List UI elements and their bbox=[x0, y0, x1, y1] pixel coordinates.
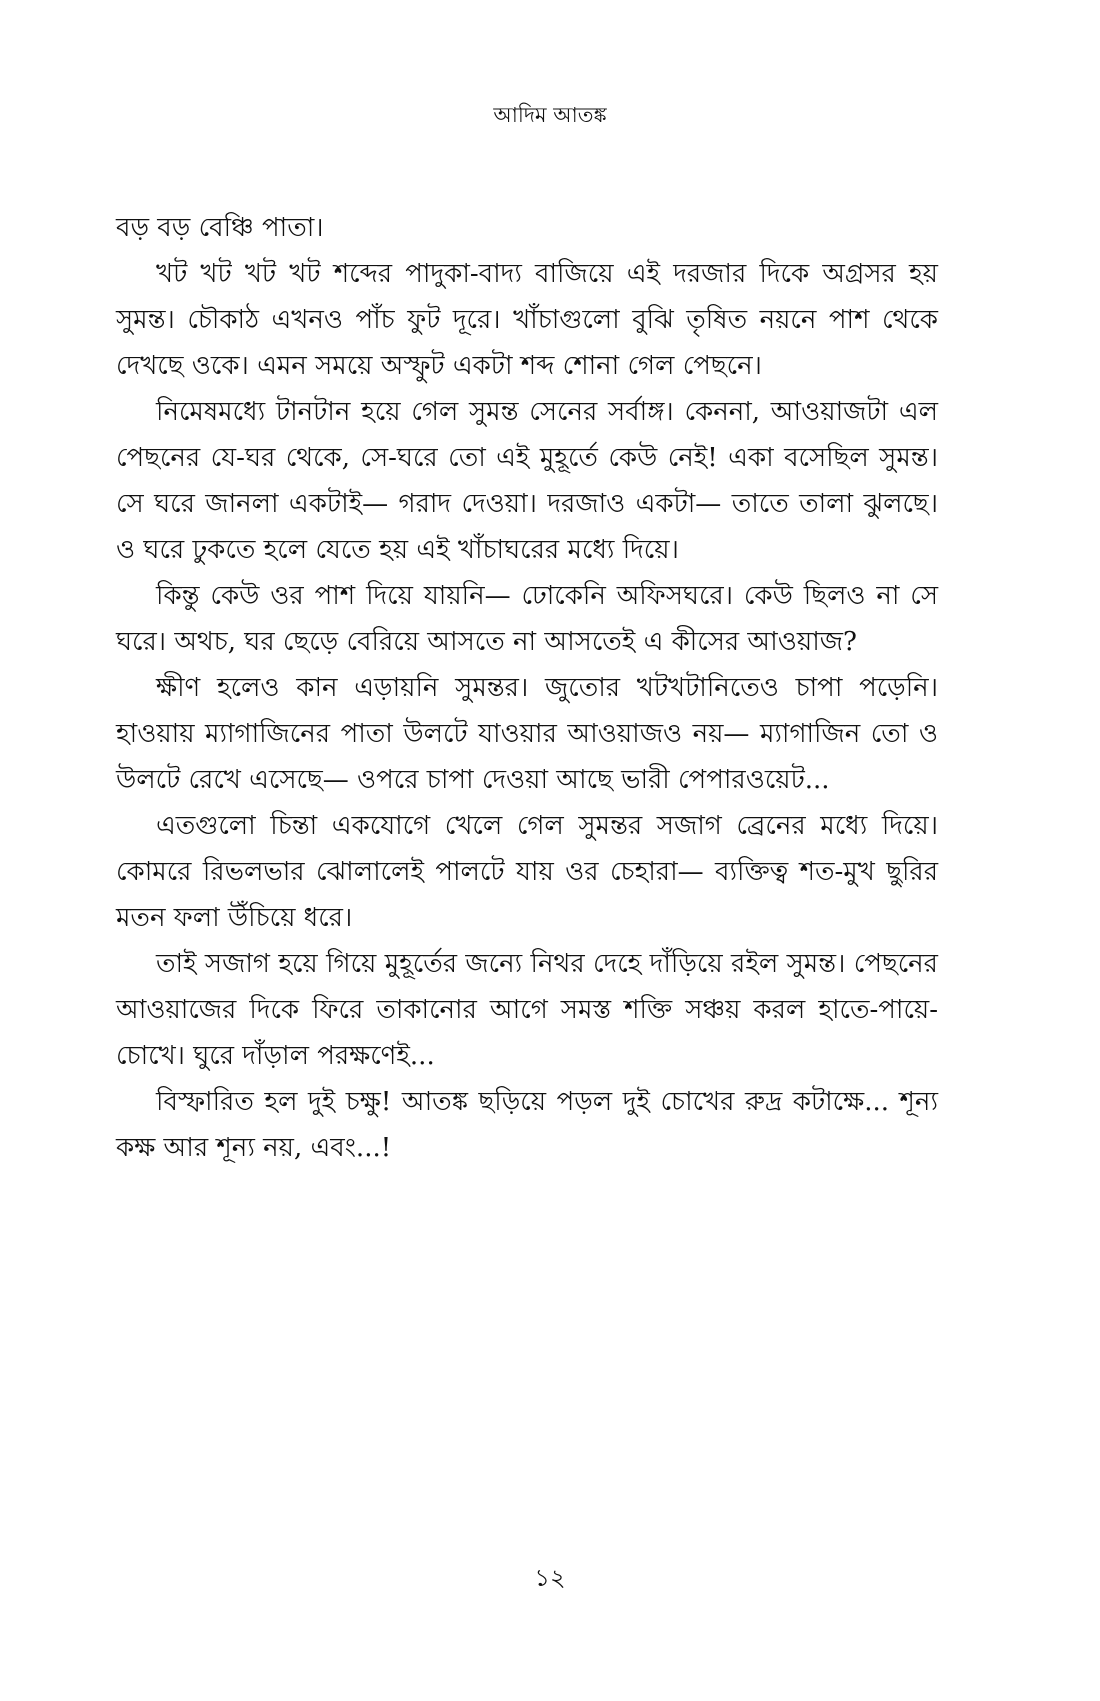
page-number: ১২ bbox=[534, 1564, 566, 1592]
paragraph: তাই সজাগ হয়ে গিয়ে মুহূর্তের জন্যে নিথর দেহে দাঁড়িয়ে রইল সুমন্ত। পেছনের আওয়াজের দিকে ফিরে তাকানোর আগে সমস্ত শক্তি সঞ্চয় করল হাতে-পায়ে-চোখে। ঘুরে দাঁড়াল পরক্ষণেই... bbox=[116, 949, 938, 1071]
paragraph: বিস্ফারিত হল দুই চক্ষু! আতঙ্ক ছড়িয়ে পড়ল দুই চোখের রুদ্র কটাক্ষে... শূন্য কক্ষ আর শূন্য নয়, এবং...! bbox=[116, 1087, 938, 1163]
paragraph: খট খট খট খট শব্দের পাদুকা-বাদ্য বাজিয়ে এই দরজার দিকে অগ্রসর হয় সুমন্ত। চৌকাঠ এখনও পাঁচ ফুট দূরে। খাঁচাগুলো বুঝি তৃষিত নয়নে পাশ থেকে দেখছে ওকে। এমন সময়ে অস্ফুট একটা শব্দ শোনা গেল পেছনে। bbox=[116, 259, 938, 381]
paragraph: ক্ষীণ হলেও কান এড়ায়নি সুমন্তর। জুতোর খটখটানিতেও চাপা পড়েনি। হাওয়ায় ম্যাগাজিনের পাতা উলটে যাওয়ার আওয়াজও নয়— ম্যাগাজিন তো ও উলটে রেখে এসেছে— ওপরে চাপা দেওয়া আছে ভারী পেপারওয়েট... bbox=[116, 673, 938, 795]
paragraph: নিমেষমধ্যে টানটান হয়ে গেল সুমন্ত সেনের সর্বাঙ্গ। কেননা, আওয়াজটা এল পেছনের যে-ঘর থেকে, সে-ঘরে তো এই মুহূর্তে কেউ নেই! একা বসেছিল সুমন্ত। সে ঘরে জানলা একটাই— গরাদ দেওয়া। দরজাও একটা— তাতে তালা ঝুলছে। ও ঘরে ঢুকতে হলে যেতে হয় এই খাঁচাঘরের মধ্যে দিয়ে। bbox=[116, 397, 938, 565]
paragraph: কিন্তু কেউ ওর পাশ দিয়ে যায়নি— ঢোকেনি অফিসঘরে। কেউ ছিলও না সে ঘরে। অথচ, ঘর ছেড়ে বেরিয়ে আসতে না আসতেই এ কীসের আওয়াজ? bbox=[116, 581, 938, 657]
paragraph-continuation: বড় বড় বেঞ্চি পাতা। bbox=[116, 213, 324, 243]
body-text bbox=[116, 205, 938, 1171]
paragraph: এতগুলো চিন্তা একযোগে খেলে গেল সুমন্তর সজাগ ব্রেনের মধ্যে দিয়ে। কোমরে রিভলভার ঝোলালেই পালটে যায় ওর চেহারা— ব্যক্তিত্ব শত-মুখ ছুরির মতন ফলা উঁচিয়ে ধরে। bbox=[116, 811, 938, 933]
running-header: আদিম আতঙ্ক bbox=[493, 103, 607, 127]
